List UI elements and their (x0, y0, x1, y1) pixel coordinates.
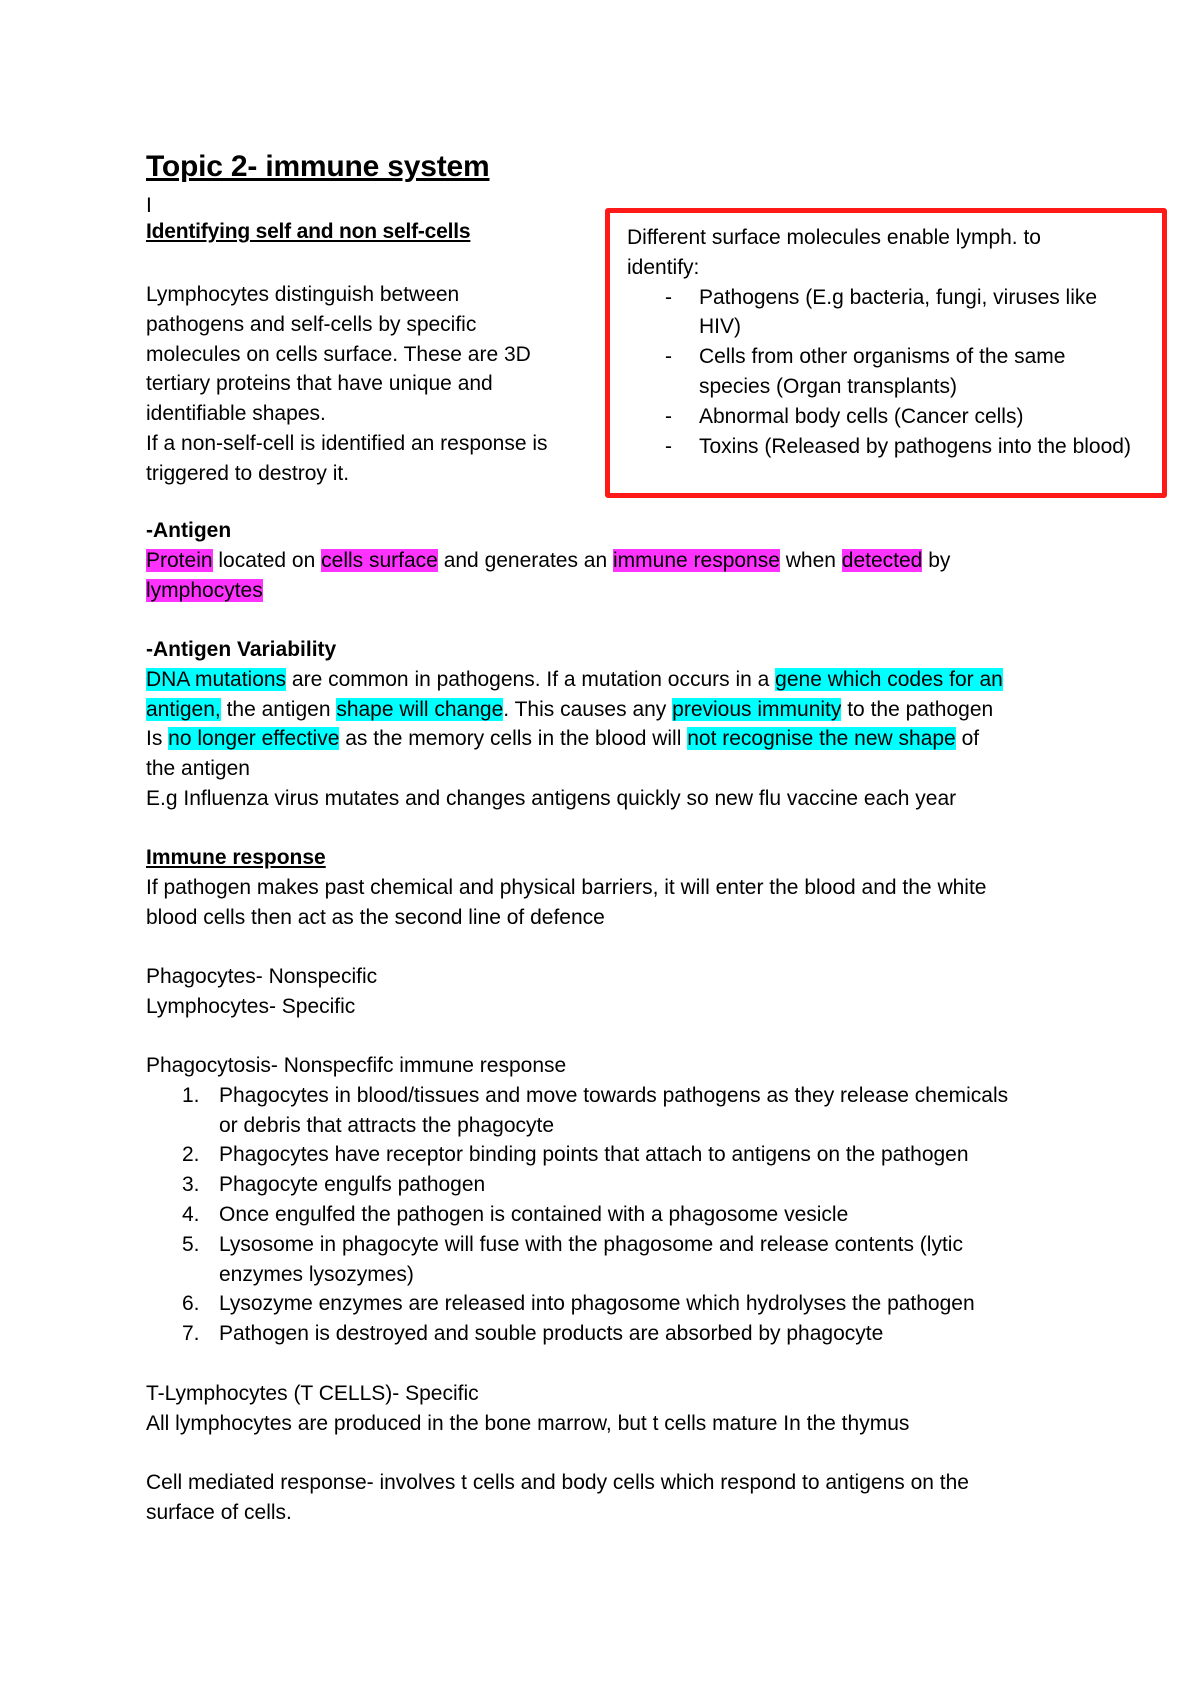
highlight: gene which codes for an (775, 667, 1003, 691)
text-run: the antigen (220, 697, 337, 721)
list-item-line: HIV) (699, 315, 741, 339)
list-item (146, 1230, 1086, 1290)
phagocytes-type: Phagocytes- Nonspecific (146, 965, 378, 988)
variability-line-4: the antigen (146, 757, 250, 781)
text-run: when (779, 548, 842, 572)
self-cells-heading: Identifying self and non self-cells (146, 220, 471, 243)
box-list (627, 283, 1152, 462)
phagocytosis-section (146, 1051, 1086, 1349)
step-line: Once engulfed the pathogen is contained with a phagosome vesicle (219, 1202, 849, 1226)
t-cells-heading: T-Lymphocytes (T CELLS)- Specific (146, 1382, 479, 1405)
text-run: . This causes any (503, 697, 673, 721)
highlight: Protein (146, 548, 213, 572)
highlight: antigen, (146, 697, 221, 721)
highlight: DNA mutations (146, 667, 287, 691)
variability-heading: -Antigen Variability (146, 638, 337, 661)
text-run: to the pathogen (841, 697, 994, 721)
text-run: are common in pathogens. If a mutation occurs in a (286, 667, 776, 691)
dash-bullet: - (665, 404, 672, 428)
cell-types-section (146, 962, 1086, 1022)
immune-response-line: blood cells then act as the second line of defence (146, 905, 605, 929)
list-item (146, 1081, 1086, 1141)
highlight: no longer effective (168, 727, 340, 751)
highlight: cells surface (321, 548, 438, 572)
box-list-item (627, 342, 1152, 402)
step-line: Lysosome in phagocyte will fuse with the phagosome and release contents (lytic (219, 1232, 963, 1256)
box-list-item (627, 283, 1152, 343)
phagocytosis-heading: Phagocytosis- Nonspecfifc immune response (146, 1054, 567, 1077)
box-list-item (627, 402, 1152, 432)
list-item (146, 1170, 1086, 1200)
variability-line-2 (146, 695, 1086, 725)
immune-response-line: If pathogen makes past chemical and physical barriers, it will enter the blood and the white (146, 875, 987, 899)
surface-molecules-box (605, 208, 1167, 498)
list-item-line: species (Organ transplants) (699, 374, 957, 398)
text-run: of (955, 727, 980, 751)
step-line: Lysozyme enzymes are released into phagosome which hydrolyses the pathogen (219, 1292, 975, 1316)
paragraph-line: tertiary proteins that have unique and (146, 372, 493, 396)
step-number: 6. (182, 1292, 200, 1316)
text-run: by (922, 548, 951, 572)
step-line: or debris that attracts the phagocyte (219, 1113, 555, 1137)
step-line: enzymes lysozymes) (219, 1262, 414, 1286)
cell-mediated-line: Cell mediated response- involves t cells and body cells which respond to antigens on the (146, 1471, 969, 1494)
step-number: 3. (182, 1173, 200, 1197)
paragraph-line: If a non-self-cell is identified an response is (146, 431, 548, 455)
list-item-line: Pathogens (E.g bacteria, fungi, viruses like (699, 285, 1098, 309)
paragraph-line: Lymphocytes distinguish between (146, 283, 460, 306)
paragraph-line: identifiable shapes. (146, 402, 326, 426)
text-run: as the memory cells in the blood will (339, 727, 688, 751)
step-line: Phagocytes in blood/tissues and move towards pathogens as they release chemicals (219, 1083, 1009, 1107)
step-number: 1. (182, 1083, 200, 1107)
cell-mediated-section (146, 1468, 1086, 1528)
lymphocytes-type: Lymphocytes- Specific (146, 994, 356, 1018)
list-item (146, 1200, 1086, 1230)
antigen-line-2 (146, 576, 1086, 606)
highlight: detected (841, 548, 923, 572)
dash-bullet: - (665, 345, 672, 369)
highlight: not recognise the new shape (687, 727, 956, 751)
step-line: Pathogen is destroyed and souble products are absorbed by phagocyte (219, 1322, 884, 1346)
antigen-variability-section (146, 635, 1086, 814)
paragraph-line: pathogens and self-cells by specific (146, 312, 477, 336)
cell-mediated-line: surface of cells. (146, 1500, 292, 1524)
list-item (146, 1319, 1086, 1349)
stray-character: I (146, 194, 152, 217)
box-intro-line: identify: (627, 255, 700, 279)
highlight: lymphocytes (146, 578, 263, 602)
dash-bullet: - (665, 434, 672, 458)
variability-line-3 (146, 724, 1086, 754)
list-item-line: Abnormal body cells (Cancer cells) (699, 404, 1024, 428)
highlight: shape will change (336, 697, 504, 721)
step-number: 7. (182, 1322, 200, 1346)
highlight: immune response (613, 548, 780, 572)
box-list-item (627, 432, 1152, 462)
immune-response-section (146, 843, 1086, 932)
step-line: Phagocytes have receptor binding points that attach to antigens on the pathogen (219, 1143, 969, 1167)
page-title: Topic 2- immune system (146, 150, 490, 183)
immune-response-heading: Immune response (146, 846, 326, 869)
variability-line-1 (146, 665, 1086, 695)
self-cells-paragraph (146, 280, 586, 489)
paragraph-line: molecules on cells surface. These are 3D (146, 342, 531, 366)
antigen-heading: -Antigen (146, 519, 232, 542)
dash-bullet: - (665, 285, 672, 309)
paragraph-line: triggered to destroy it. (146, 461, 350, 485)
step-number: 4. (182, 1202, 200, 1226)
list-item (146, 1289, 1086, 1319)
antigen-line-1 (146, 546, 1086, 576)
list-item-line: Toxins (Released by pathogens into the blood) (699, 434, 1131, 458)
step-number: 5. (182, 1232, 200, 1256)
t-cells-line: All lymphocytes are produced in the bone marrow, but t cells mature In the thymus (146, 1411, 910, 1435)
text-run: located on (212, 548, 322, 572)
list-item-line: Cells from other organisms of the same (699, 345, 1066, 369)
list-item (146, 1140, 1086, 1170)
antigen-section (146, 516, 1086, 605)
t-cells-section (146, 1379, 1086, 1439)
highlight: previous immunity (672, 697, 842, 721)
step-line: Phagocyte engulfs pathogen (219, 1173, 486, 1197)
variability-line-5: E.g Influenza virus mutates and changes antigens quickly so new flu vaccine each year (146, 786, 957, 810)
text-run: and generates an (437, 548, 613, 572)
box-intro-line: Different surface molecules enable lymph. to (627, 226, 1041, 249)
step-number: 2. (182, 1143, 200, 1167)
phagocytosis-steps (146, 1081, 1086, 1349)
text-run: Is (146, 727, 169, 751)
